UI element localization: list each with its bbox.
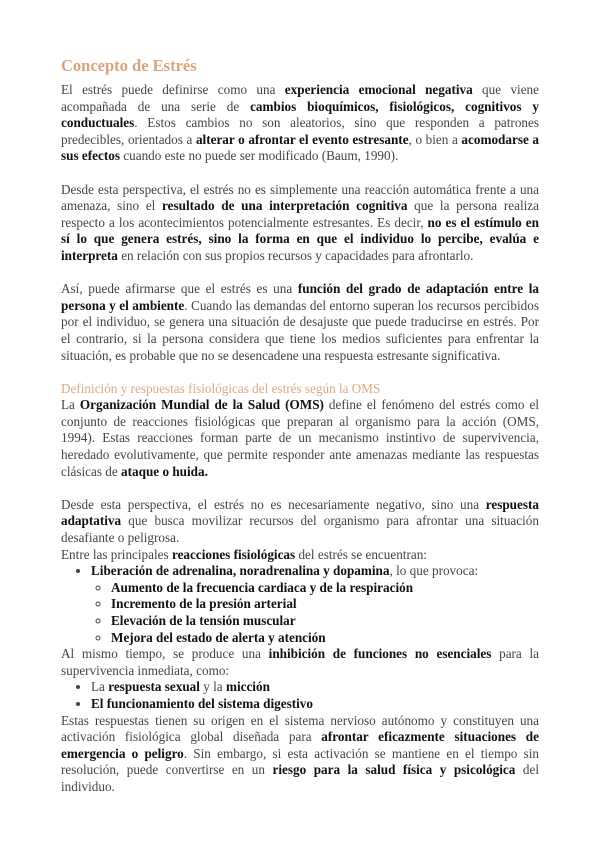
sub-list: [91, 580, 539, 646]
bold-text: resultado de una interpretación cognitiva: [162, 198, 408, 214]
text-run: del individuo.: [61, 762, 539, 794]
list-item: [91, 696, 539, 713]
bold-text: micción: [225, 679, 270, 695]
sub-item-text: Aumento de la frecuencia cardiaca y de la respiración: [111, 579, 414, 595]
paragraph: [61, 82, 539, 165]
bold-text: reacciones fisiológicas: [171, 546, 296, 562]
bold-text: Liberación de adrenalina, noradrenalina y dopamina: [91, 563, 390, 579]
text-run: que la persona realiza respecto a los acontecimientos potencialmente estresantes. Es decir,: [61, 198, 540, 230]
bullet-list: [61, 563, 539, 646]
sub-item-text: Elevación de la tensión muscular: [111, 613, 296, 628]
paragraph: [61, 547, 539, 564]
paragraph: [61, 182, 539, 265]
bold-text: El funcionamiento del sistema digestivo: [91, 695, 313, 711]
list-item: [91, 679, 539, 696]
text-run: Desde esta perspectiva, el estrés no es simplemente una reacción automática frente a una amenaza, sino el: [61, 181, 539, 214]
paragraph: [61, 713, 539, 796]
text-run: que busca movilizar recursos del organismo para afrontar una situación desafiante o peligrosa.: [61, 513, 539, 546]
text-run: del estrés se encuentran:: [295, 546, 427, 562]
text-run: en relación con sus propios recursos y capacidades para afrontarlo.: [117, 247, 474, 263]
sub-list-item: [111, 596, 539, 613]
bold-text: acomodarse a sus efectos: [61, 131, 540, 164]
sub-item-text: Incremento de la presión arterial: [111, 596, 297, 612]
text-run: para la supervivencia inmediata, como:: [61, 646, 539, 678]
bold-text: riesgo para la salud física y psicológica: [272, 762, 516, 778]
text-run: , lo que provoca:: [389, 563, 479, 579]
sub-list-item: [111, 613, 539, 630]
text-run: Así, puede afirmarse que el estrés es una: [61, 281, 298, 297]
paragraph: [61, 497, 539, 547]
bold-text: cambios bioquímicos, fisiológicos, cognitivos y conductuales: [61, 98, 540, 131]
page-title: Concepto de Estrés: [61, 56, 197, 75]
bold-text: afrontar eficazmente situaciones de emergencia o peligro: [61, 729, 539, 761]
bold-text: alterar o afrontar el evento estresante: [195, 131, 409, 147]
list-item: [91, 563, 539, 646]
text-run: Estas respuestas tienen su origen en el sistema nervioso autónomo y constituyen una activación fisiológica global diseñada para: [61, 712, 539, 745]
document-page: [61, 56, 539, 796]
section-subtitle: Definición y respuestas fisiológicas del estrés según la OMS: [61, 380, 381, 396]
text-run: . Cuando las demandas del entorno superan los recursos percibidos por el individuo, se genera una situación de desajuste que puede traducirse en estrés. Por el contrario, si la persona considera que tiene los medios suficientes para enfrentar la situación, es probable que no se desencadene una respuesta estresante significativa.: [61, 297, 539, 363]
bold-text: experiencia emocional negativa: [284, 82, 473, 97]
text-run: Desde esta perspectiva, el estrés no es necesariamente negativo, sino una: [61, 496, 486, 512]
paragraph: [61, 646, 539, 679]
sub-list-item: [111, 580, 539, 597]
paragraph: [61, 281, 539, 364]
text-run: El estrés puede definirse como una: [61, 82, 285, 97]
text-run: Al mismo tiempo, se produce una: [61, 646, 269, 662]
bold-text: Organización Mundial de la Salud (OMS): [79, 397, 324, 413]
list-item-text: [91, 563, 478, 578]
text-run: y la: [199, 679, 226, 695]
text-run: La: [91, 679, 109, 695]
text-run: cuando este no puede ser modificado (Baum, 1990).: [119, 148, 399, 164]
bold-text: no es el estímulo en sí lo que genera estrés, sino la forma en que el individuo lo percibe, evalúa e interpreta: [61, 214, 539, 263]
sub-list-item: [111, 630, 539, 647]
text-run: . Sin embargo, si esta activación se mantiene en el tiempo sin resolución, puede convertirse en un: [61, 745, 539, 778]
bold-text: respuesta adaptativa: [61, 496, 539, 529]
text-run: define el fenómeno del estrés como el conjunto de reacciones fisiológicas que preparan al organismo para la acción (OMS, 1994). Estas reacciones forman parte de un mecanismo instintivo de supervivencia, heredado evolutivamente, que permite responder ante amenazas mediante las respuestas clásicas de: [61, 397, 539, 479]
sub-item-text: Mejora del estado de alerta y atención: [111, 629, 326, 645]
text-run: , o bien a: [408, 131, 462, 147]
bold-text: ataque o huida.: [121, 463, 208, 479]
text-run: que viene acompañada de una serie de: [61, 82, 539, 114]
paragraph: [61, 397, 539, 480]
bold-text: inhibición de funciones no esenciales: [268, 646, 492, 662]
text-run: . Estos cambios no son aleatorios, sino que responden a patrones predecibles, orientados a: [61, 115, 539, 147]
bold-text: función del grado de adaptación entre la persona y el ambiente: [61, 281, 539, 313]
bullet-list: [61, 679, 539, 712]
text-run: Entre las principales: [61, 546, 172, 562]
bold-text: respuesta sexual: [108, 679, 200, 695]
text-run: La: [61, 397, 80, 413]
